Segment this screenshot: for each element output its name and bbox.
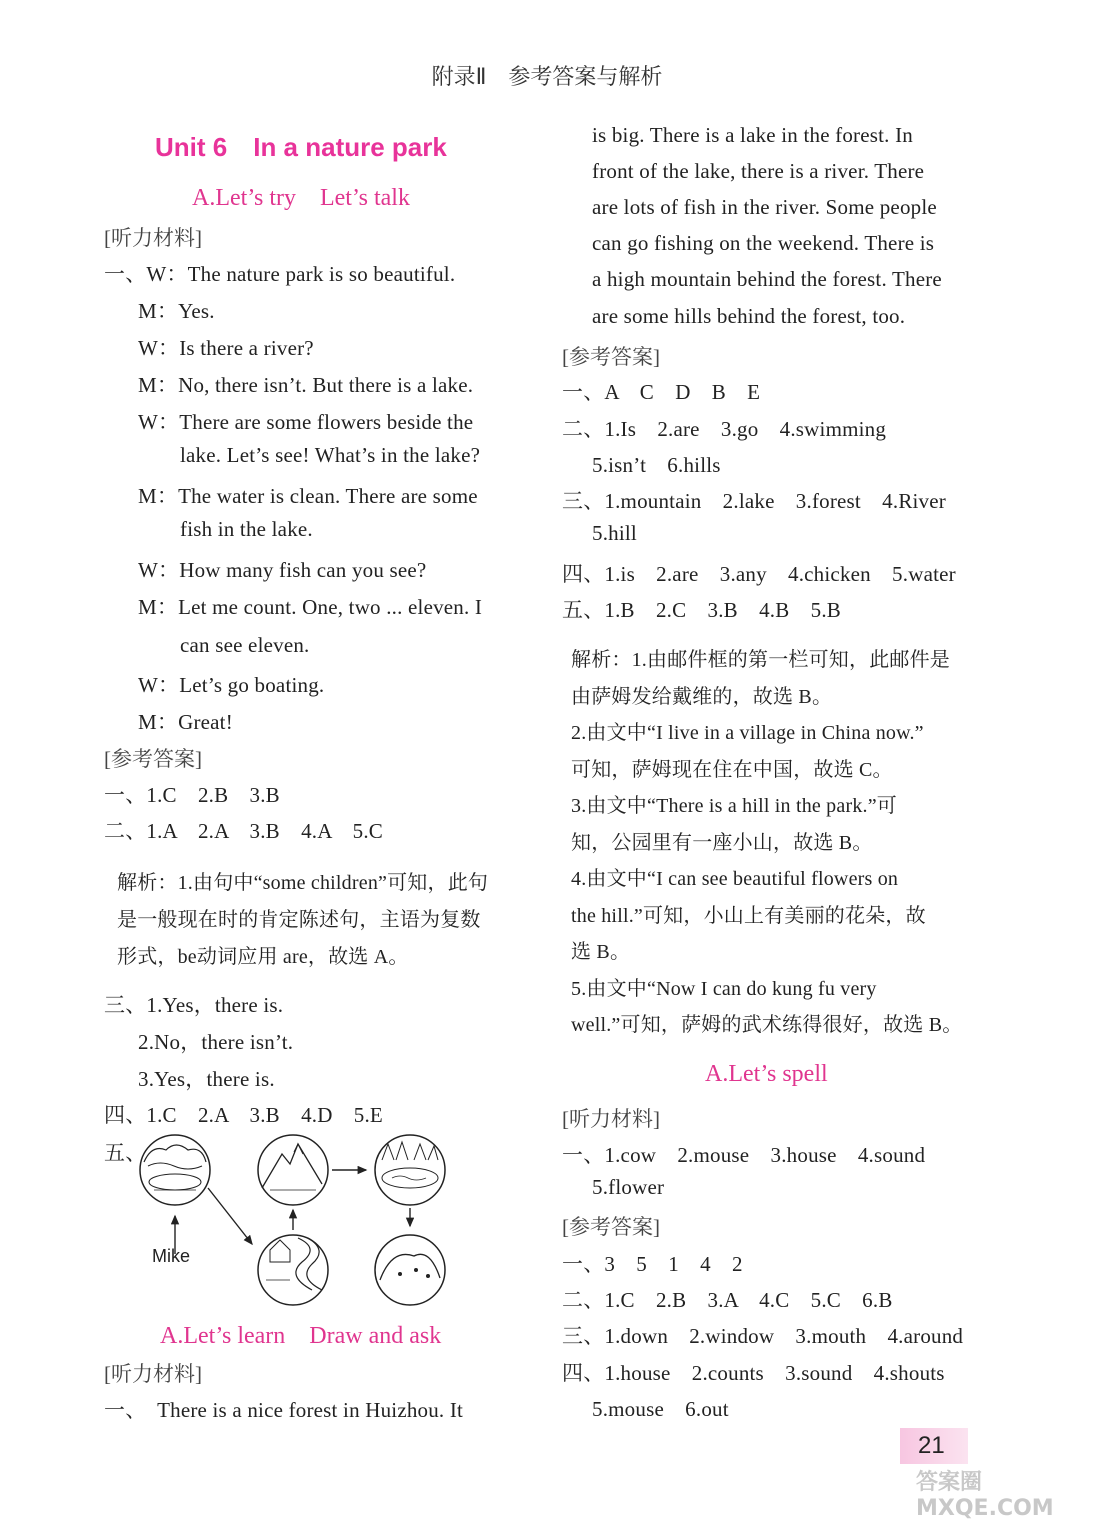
analysis-line: 形式，be动词应用 are，故选 A。 (117, 946, 409, 968)
analysis-line: 是一般现在时的肯定陈述句，主语为复数 (117, 909, 481, 931)
answer-row-5-mark: 五、 (104, 1141, 147, 1165)
analysis-line: 5.由文中“Now I can do kung fu very (571, 978, 877, 1000)
analysis-line: 4.由文中“I can see beautiful flowers on (571, 868, 899, 890)
section-title-lets-learn: A.Let’s learn Draw and ask (160, 1323, 442, 1349)
answer-row: 5.hill (592, 521, 637, 545)
answer-label: [参考答案] (104, 747, 202, 771)
analysis-line: 由萨姆发给戴维的，故选 B。 (571, 686, 833, 708)
passage-line: is big. There is a lake in the forest. In (592, 123, 913, 147)
answer-row: 5.isn’t 6.hills (592, 453, 721, 477)
section-title-lets-try: A.Let’s try Let’s talk (192, 185, 410, 211)
dialog-line: M：The water is clean. There are some (138, 484, 478, 508)
answer-row: 四、1.is 2.are 3.any 4.chicken 5.water (562, 562, 956, 586)
spell-answer-row: 三、1.down 2.window 3.mouth 4.around (562, 1324, 964, 1348)
listening-label-2: [听力材料] (104, 1362, 202, 1386)
answer-row-3c: 3.Yes，there is. (138, 1067, 275, 1091)
analysis-line: 解析：1.由句中“some children”可知，此句 (117, 872, 489, 894)
page-number: 21 (918, 1432, 945, 1459)
dialog-line: lake. Let’s see! What’s in the lake? (180, 443, 481, 467)
analysis-line: 2.由文中“I live in a village in China now.” (571, 722, 924, 744)
passage-start: 一、 There is a nice forest in Huizhou. It (104, 1398, 464, 1422)
dialog-line: M：No, there isn’t. But there is a lake. (138, 373, 474, 397)
analysis-line: 知，公园里有一座小山，故选 B。 (571, 832, 873, 854)
hill-picture (375, 1235, 445, 1305)
analysis-line: 选 B。 (571, 941, 631, 963)
answer-row-3: 三、1.Yes，there is. (104, 993, 284, 1017)
river-picture (258, 1235, 328, 1305)
listening-label: [听力材料] (104, 226, 202, 250)
passage-line: a high mountain behind the forest. There (592, 267, 942, 291)
dialog-line: M：Yes. (138, 299, 215, 323)
forest-picture (140, 1135, 210, 1205)
dialog-line: W：How many fish can you see? (138, 558, 427, 582)
answer-row: 一、A C D B E (562, 380, 761, 404)
section-title-lets-spell: A.Let’s spell (705, 1061, 828, 1087)
passage-line: are lots of fish in the river. Some people (592, 195, 937, 219)
spell-answer-row: 四、1.house 2.counts 3.sound 4.shouts (562, 1361, 945, 1385)
dialog-line: fish in the lake. (180, 517, 313, 541)
passage-line: front of the lake, there is a river. There (592, 159, 925, 183)
spell-answer-row: 5.mouse 6.out (592, 1397, 729, 1421)
spell-answer-row: 二、1.C 2.B 3.A 4.C 5.C 6.B (562, 1288, 893, 1312)
dialog-line: can see eleven. (180, 633, 310, 657)
answer-row-4: 四、1.C 2.A 3.B 4.D 5.E (104, 1103, 383, 1127)
analysis-line: well.”可知，萨姆的武术练得很好，故选 B。 (571, 1014, 963, 1036)
dialog-line: W：Is there a river? (138, 336, 314, 360)
answer-row: 二、1.Is 2.are 3.go 4.swimming (562, 417, 887, 441)
answer-row-3b: 2.No，there isn’t. (138, 1030, 294, 1054)
spell-row: 一、1.cow 2.mouse 3.house 4.sound (562, 1143, 926, 1167)
dialog-line: M：Let me count. One, two ... eleven. I (138, 595, 483, 619)
page-header: 附录Ⅱ 参考答案与解析 (431, 65, 663, 90)
answer-label-spell: [参考答案] (562, 1215, 660, 1239)
spell-answer-row: 一、3 5 1 4 2 (562, 1252, 743, 1276)
unit-title: Unit 6 In a nature park (155, 132, 447, 162)
answer-label-right: [参考答案] (562, 345, 660, 369)
answer-row: 五、1.B 2.C 3.B 4.B 5.B (562, 598, 841, 622)
dialog-line: W：There are some flowers beside the (138, 410, 474, 434)
mike-label: Mike (152, 1246, 191, 1266)
route-diagram (130, 1130, 460, 1310)
answer-row-2: 二、1.A 2.A 3.B 4.A 5.C (104, 819, 383, 843)
analysis-line: 可知，萨姆现在住在中国，故选 C。 (571, 759, 893, 781)
analysis-line: the hill.”可知，小山上有美丽的花朵，故 (571, 905, 926, 927)
answer-row-1: 一、1.C 2.B 3.B (104, 783, 280, 807)
dialog-line: W：Let’s go boating. (138, 673, 325, 697)
dialog-line: M：Great! (138, 710, 233, 734)
passage-line: can go fishing on the weekend. There is (592, 231, 935, 255)
lake-picture (375, 1135, 445, 1205)
analysis-line: 解析：1.由邮件框的第一栏可知，此邮件是 (571, 649, 950, 671)
watermark: 答案圈 MXQE.COM (916, 1470, 1054, 1521)
listening-label-spell: [听力材料] (562, 1107, 660, 1131)
analysis-line: 3.由文中“There is a hill in the park.”可 (571, 795, 897, 817)
spell-row: 5.flower (592, 1175, 665, 1199)
answer-row: 三、1.mountain 2.lake 3.forest 4.River (562, 489, 946, 513)
dialog-line: 一、W：The nature park is so beautiful. (104, 262, 456, 286)
mountain-picture (258, 1135, 328, 1205)
passage-line: are some hills behind the forest, too. (592, 304, 906, 328)
